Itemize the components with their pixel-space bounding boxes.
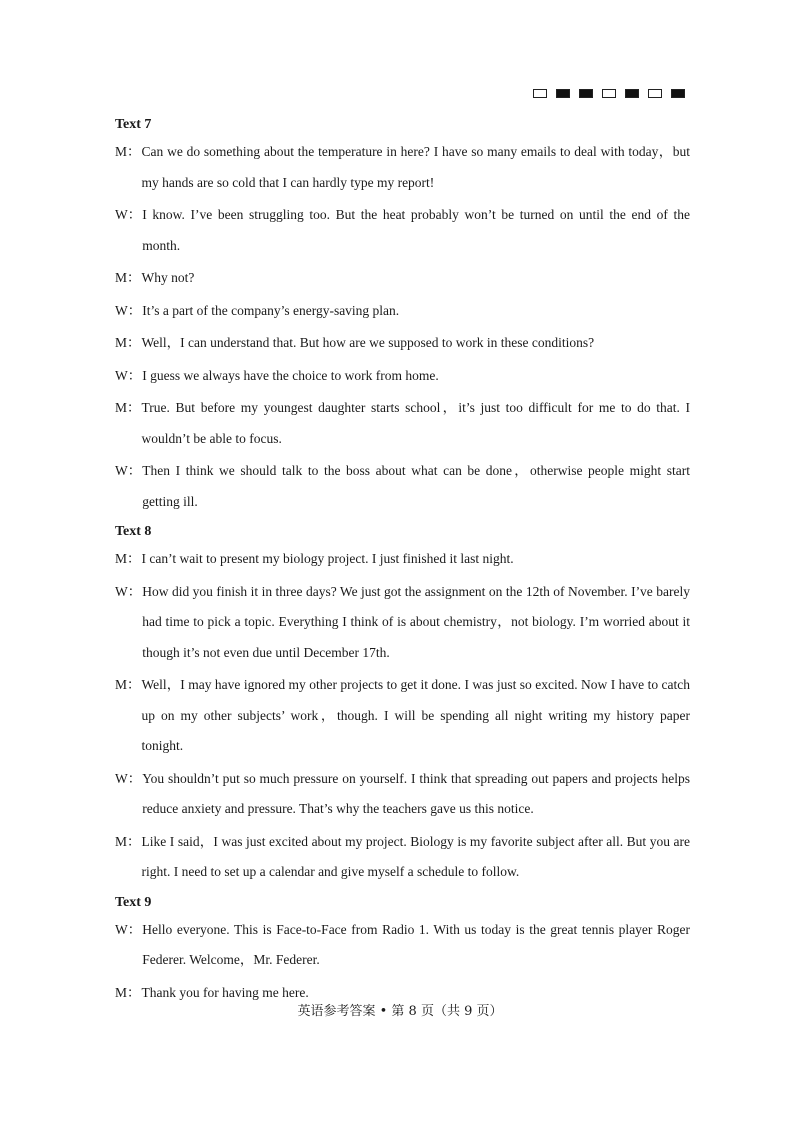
dialogue-turn xyxy=(115,670,690,762)
dialogue-text: Well，I can understand that. But how are we supposed to work in these conditions? xyxy=(141,335,595,350)
speaker-label: W： xyxy=(115,921,142,937)
empty-square-marker xyxy=(533,89,547,98)
speaker-initial: W xyxy=(115,921,128,937)
dialogue-text: Hello everyone. This is Face-to-Face from Radio 1. With us today is the great tennis player Roger Federer. Welcome，Mr. Federer. xyxy=(142,921,690,967)
dialogue-turn xyxy=(115,137,690,198)
dialogue-turn xyxy=(115,915,690,976)
dialogue-turn xyxy=(115,456,690,517)
dialogue-text: I know. I’ve been struggling too. But the heat probably won’t be turned on until the end of the month. xyxy=(142,207,690,253)
dialogue-text: Thank you for having me here. xyxy=(141,984,309,1000)
dialogue-turn xyxy=(115,200,690,261)
dialogue-turn xyxy=(115,328,690,359)
dialogue-text: Can we do something about the temperature in here? I have so many emails to deal with today，but my hands are so cold that I can hardly type my report! xyxy=(141,144,690,190)
empty-square-marker xyxy=(602,89,616,98)
speaker-initial: M xyxy=(115,400,128,415)
dialogue-turn xyxy=(115,361,690,392)
dialogue-text: How did you finish it in three days? We just got the assignment on the 12th of November. I’ve barely had time to pick a topic. Everything I think of is about chemistry，not biology. I’m worried about it though it’s not even due until December 17th. xyxy=(142,583,690,660)
dialogue-turn xyxy=(115,827,690,888)
speaker-label: M： xyxy=(115,270,141,285)
speaker-initial: W xyxy=(115,583,128,599)
speaker-initial: M xyxy=(115,984,128,1000)
filled-square-marker xyxy=(579,89,593,98)
speaker-initial: W xyxy=(115,463,128,478)
dialogue-turn xyxy=(115,393,690,454)
dialogue-text: True. But before my youngest daughter starts school，it’s just too difficult for me to do that. I wouldn’t be able to focus. xyxy=(141,400,690,446)
speaker-initial: M xyxy=(115,677,128,692)
speaker-initial: W xyxy=(115,302,128,318)
speaker-initial: M xyxy=(115,833,128,849)
filled-square-marker xyxy=(625,89,639,98)
dialogue-text: You shouldn’t put so much pressure on yourself. I think that spreading out papers and projects helps reduce anxiety and pressure. That’s why the teachers gave us this notice. xyxy=(142,770,690,816)
empty-square-marker xyxy=(648,89,662,98)
speaker-initial: M xyxy=(115,270,128,285)
speaker-label: M： xyxy=(115,551,141,566)
speaker-initial: M xyxy=(115,144,128,159)
speaker-label: M： xyxy=(115,984,141,1000)
speaker-label: W： xyxy=(115,207,142,222)
speaker-initial: W xyxy=(115,770,128,786)
dialogue-turn xyxy=(115,764,690,825)
speaker-initial: M xyxy=(115,335,128,350)
dialogue-text: It’s a part of the company’s energy-saving plan. xyxy=(142,302,400,318)
speaker-label: W： xyxy=(115,770,142,786)
dialogue-text: I can’t wait to present my biology project. I just finished it last night. xyxy=(141,551,514,566)
speaker-label: M： xyxy=(115,400,141,415)
speaker-label: W： xyxy=(115,463,142,478)
dialogue-turn xyxy=(115,263,690,294)
speaker-initial: M xyxy=(115,551,128,566)
speaker-label: W： xyxy=(115,302,142,318)
dialogue-text: I guess we always have the choice to work from home. xyxy=(142,367,439,383)
speaker-label: M： xyxy=(115,335,141,350)
dialogue-turn xyxy=(115,577,690,669)
speaker-initial: W xyxy=(115,207,128,222)
section-title: Text 7 xyxy=(115,117,152,132)
dialogue-turn xyxy=(115,296,690,327)
page-footer: 英语参考答案 • 第 8 页（共 9 页） xyxy=(297,1004,503,1019)
dialogue-text: Well，I may have ignored my other projects to get it done. I was just so excited. Now I have to catch up on my other subjects’ work，though. I will be spending all night writing my history paper tonight. xyxy=(141,677,690,753)
filled-square-marker xyxy=(671,89,685,98)
listening-transcript xyxy=(115,112,690,1010)
dialogue-text: Then I think we should talk to the boss about what can be done，otherwise people might start getting ill. xyxy=(142,463,690,509)
speaker-initial: W xyxy=(115,367,128,383)
speaker-label: W： xyxy=(115,367,142,383)
dialogue-text: Why not? xyxy=(141,270,195,285)
speaker-label: M： xyxy=(115,677,141,692)
dialogue-text: Like I said，I was just excited about my project. Biology is my favorite subject after all. But you are right. I need to set up a calendar and give myself a schedule to follow. xyxy=(141,833,690,879)
section-title: Text 8 xyxy=(115,524,152,539)
speaker-label: W： xyxy=(115,583,142,599)
speaker-label: M： xyxy=(115,833,141,849)
section-title: Text 9 xyxy=(115,894,152,910)
dialogue-turn xyxy=(115,544,690,575)
header-marker-row xyxy=(533,89,685,98)
filled-square-marker xyxy=(556,89,570,98)
speaker-label: M： xyxy=(115,144,141,159)
